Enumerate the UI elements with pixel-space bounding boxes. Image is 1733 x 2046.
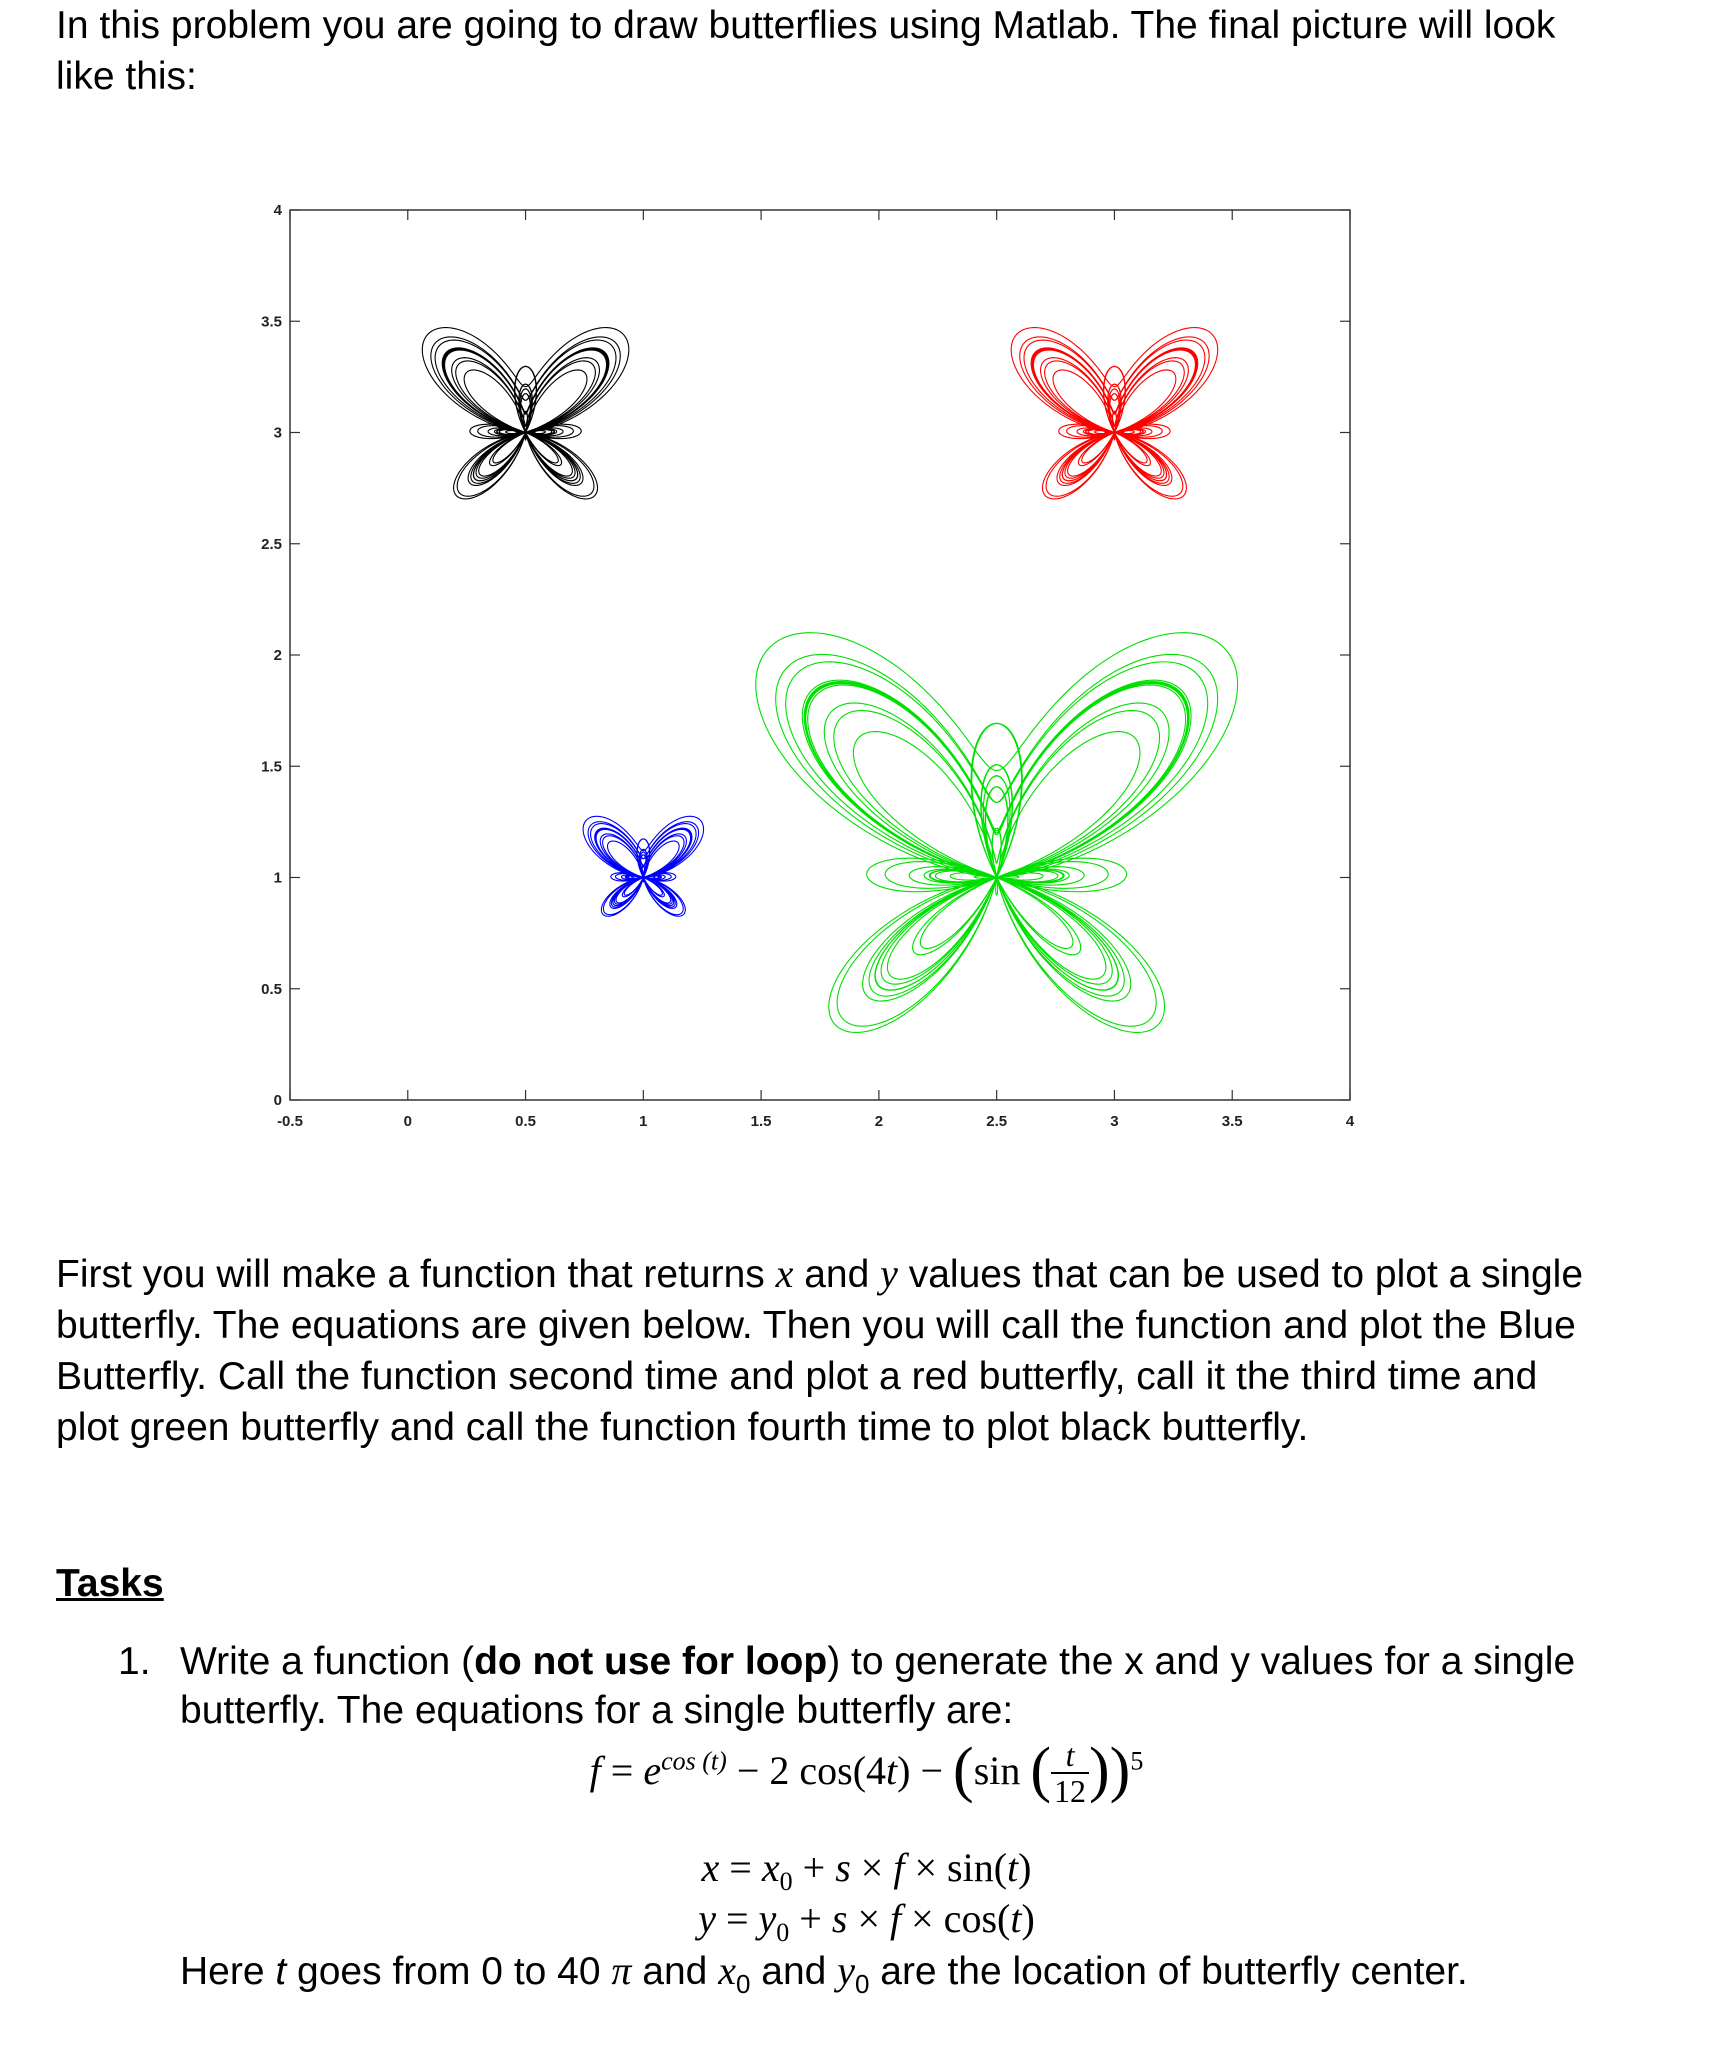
eq-symbol: t xyxy=(1010,1896,1022,1941)
eq-text: = xyxy=(719,1845,762,1890)
intro-line-2: like this: xyxy=(56,55,197,98)
variable-t: t xyxy=(275,1950,287,1993)
variable-y0: y xyxy=(837,1948,855,1993)
task-emphasis: do not use for loop xyxy=(474,1640,828,1683)
first-paragraph-line-4: plot green butterfly and call the function fourth time to plot black butterfly. xyxy=(56,1406,1309,1449)
eq-subscript: 0 xyxy=(779,1867,793,1896)
intro-line-1: In this problem you are going to draw butterflies using Matlab. The final picture will look xyxy=(56,4,1556,47)
y-tick-label: 0.5 xyxy=(261,980,282,998)
eq-text: ) − xyxy=(897,1748,954,1793)
subscript: 0 xyxy=(735,1968,751,1999)
eq-text: = xyxy=(715,1896,759,1941)
task-item-1 xyxy=(118,1637,1658,1735)
eq-exponent: cos (t) xyxy=(661,1746,727,1776)
here-text: are the location of butterfly center. xyxy=(869,1950,1468,1993)
eq-fraction-denominator: 12 xyxy=(1054,1773,1087,1809)
eq-text: × sin( xyxy=(904,1845,1008,1890)
first-paragraph-line-3: Butterfly. Call the function second time and plot a red butterfly, call it the third time and xyxy=(56,1355,1538,1398)
eq-symbol: s xyxy=(831,1896,848,1941)
variable-x: x xyxy=(775,1251,794,1296)
equation-f xyxy=(0,1738,1733,1808)
eq-symbol: f xyxy=(890,1896,902,1941)
eq-text: × xyxy=(847,1896,890,1941)
eq-fraction-numerator: t xyxy=(1065,1737,1075,1773)
first-paragraph-line-2: butterfly. The equations are given below. Then you will call the function and plot the Blue xyxy=(56,1304,1576,1347)
first-paragraph-line-1 xyxy=(56,1248,1676,1300)
task-list xyxy=(118,1637,1658,1735)
eq-text: × xyxy=(850,1845,894,1890)
eq-text: + xyxy=(792,1845,836,1890)
y-tick-label: 3.5 xyxy=(261,313,282,331)
first-paragraph-text: First you will make a function that returns xyxy=(56,1253,776,1296)
pi-symbol: π xyxy=(611,1948,632,1993)
x-tick-label: 4 xyxy=(1345,1113,1355,1130)
eq-symbol: x xyxy=(701,1845,720,1890)
x-tick-label: 3.5 xyxy=(1221,1113,1243,1130)
eq-text: − 2 cos(4 xyxy=(726,1748,887,1793)
butterfly-plot xyxy=(220,190,1440,1130)
tasks-heading: Tasks xyxy=(56,1562,164,1605)
eq-symbol: y xyxy=(758,1896,777,1941)
eq-power: 5 xyxy=(1130,1746,1144,1776)
x-tick-label: 3 xyxy=(1110,1113,1119,1130)
y-tick-label: 0 xyxy=(273,1092,282,1109)
task-text: ) to generate the x and y values for a single xyxy=(827,1640,1576,1683)
eq-symbol: f xyxy=(589,1748,601,1793)
eq-symbol: t xyxy=(1007,1845,1019,1890)
y-tick-label: 2 xyxy=(273,647,282,664)
eq-text: × cos( xyxy=(901,1896,1011,1941)
x-tick-label: 1.5 xyxy=(750,1113,772,1130)
here-text: and xyxy=(750,1950,838,1993)
eq-symbol: x xyxy=(761,1845,780,1890)
first-paragraph-text: and xyxy=(793,1253,881,1296)
y-tick-label: 1.5 xyxy=(261,758,282,776)
task-item-line-2: butterfly. The equations for a single butterfly are: xyxy=(180,1689,1014,1732)
variable-x0: x xyxy=(718,1948,736,1993)
y-tick-label: 4 xyxy=(273,202,282,219)
x-tick-label: -0.5 xyxy=(277,1113,303,1130)
task-item-line-1 xyxy=(180,1637,1658,1686)
here-text: Here xyxy=(180,1950,276,1993)
y-tick-label: 3 xyxy=(273,424,282,442)
eq-symbol: s xyxy=(835,1845,851,1890)
here-text: goes from 0 to 40 xyxy=(286,1950,612,1993)
x-tick-label: 2.5 xyxy=(986,1113,1008,1130)
task-item-number: 1. xyxy=(118,1640,151,1683)
variable-y: y xyxy=(880,1251,898,1296)
eq-paren: )) xyxy=(1089,1736,1131,1804)
x-tick-label: 1 xyxy=(639,1113,648,1130)
here-line xyxy=(180,1945,1680,2010)
eq-text: ) xyxy=(1021,1896,1035,1941)
eq-subscript: 0 xyxy=(776,1918,790,1947)
here-text: and xyxy=(631,1950,719,1993)
eq-paren: ( xyxy=(1030,1736,1052,1804)
eq-symbol: e xyxy=(643,1748,662,1793)
first-paragraph xyxy=(56,1248,1676,1453)
eq-text: + xyxy=(789,1896,832,1941)
x-tick-label: 2 xyxy=(874,1113,884,1130)
eq-paren: ( xyxy=(953,1736,974,1804)
y-tick-label: 2.5 xyxy=(261,535,282,553)
y-tick-label: 1 xyxy=(273,869,282,887)
eq-text: = xyxy=(600,1748,644,1793)
task-text: Write a function ( xyxy=(180,1640,475,1683)
intro-paragraph xyxy=(56,0,1676,102)
first-paragraph-text: values that can be used to plot a single xyxy=(897,1253,1584,1296)
eq-symbol: y xyxy=(698,1896,716,1941)
eq-text: ) xyxy=(1018,1845,1032,1890)
eq-text: sin xyxy=(973,1748,1031,1793)
x-tick-label: 0 xyxy=(403,1113,412,1130)
x-tick-label: 0.5 xyxy=(515,1113,536,1130)
eq-symbol: t xyxy=(886,1748,898,1793)
subscript: 0 xyxy=(854,1968,870,1999)
eq-fraction xyxy=(1051,1738,1089,1808)
eq-symbol: f xyxy=(893,1845,905,1890)
